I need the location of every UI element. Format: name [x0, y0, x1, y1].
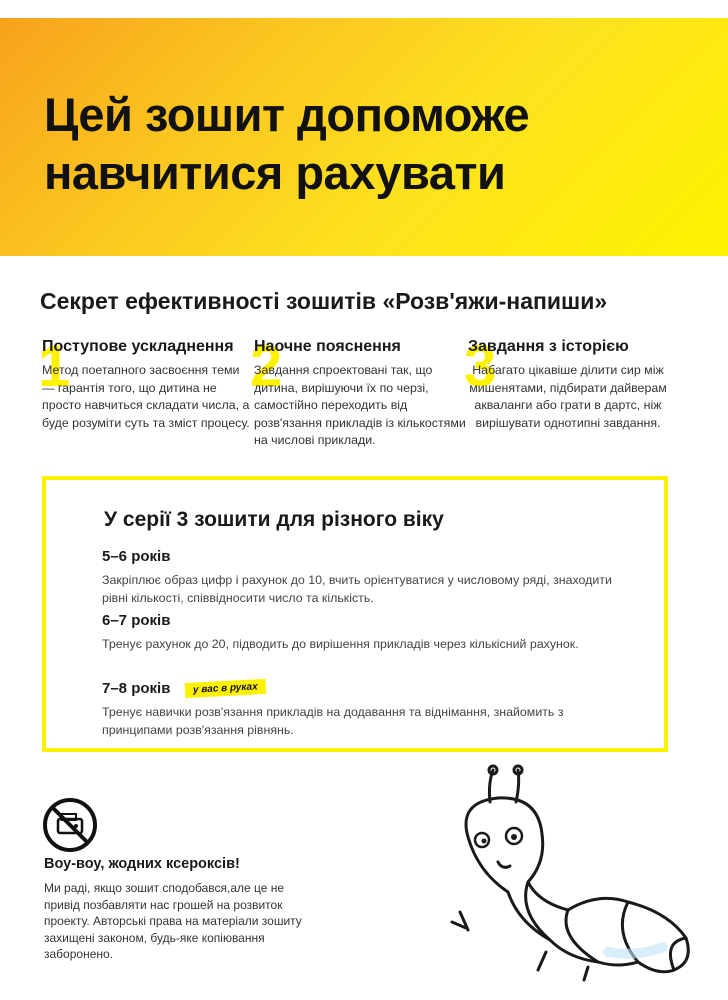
feature-text: Завдання спроектовані так, що дитина, вирішуючи їх по черзі, самостійно переходить від розв'язання прикладів із кількостями на числові приклади. — [254, 363, 466, 447]
feature-title: Наочне пояснення — [254, 338, 401, 355]
feature-title: Завдання з історією — [468, 338, 629, 355]
secret-heading: Секрет ефективності зошитів «Розв'яжи-напиши» — [40, 288, 608, 314]
age-label: 5–6 років — [102, 548, 171, 565]
feature-gradual — [38, 334, 250, 432]
feature-text: Метод поетапного засвоєння теми — гарантія того, що дитина не просто навчиться складати числа, а буде розуміти суть та зміст процесу. — [42, 363, 250, 430]
feature-story — [464, 334, 668, 432]
series-box — [42, 476, 668, 752]
caterpillar-icon — [438, 762, 708, 982]
feature-text: Набагато цікавіше ділити сир між мишенятами, підбирати дайверам акваланги або грати в дартс, ніж вирішувати однотипні завдання. — [469, 363, 667, 430]
age-label: 7–8 років — [102, 680, 171, 697]
current-book-badge: у вас в руках — [185, 679, 266, 698]
feature-visual — [250, 334, 466, 450]
age-label: 6–7 років — [102, 612, 171, 629]
age-text: Закріплює образ цифр і рахунок до 10, вчить орієнтуватися у числовому ряді, знаходити рівні кількості, співвідносити число та кількість. — [102, 573, 612, 605]
notice-heading: Воу-воу, жодних ксероксів! — [44, 856, 240, 872]
feature-number: 1 — [38, 334, 71, 399]
age-group — [102, 548, 632, 607]
notice-text: Ми раді, якщо зошит сподобався,але це не привід позбавляти нас грошей на розвиток проекту. Авторські права на матеріали зошиту захищені законом, будь-яке копіювання заборонено. — [44, 881, 302, 961]
no-xerox-icon — [42, 797, 98, 853]
age-group — [102, 612, 632, 654]
age-text: Тренує навички розв'язання прикладів на додавання та віднімання, знайомить з принципами розв'язання рівнянь. — [102, 705, 564, 737]
page-title: Цей зошит допоможе навчитися рахувати — [44, 88, 530, 199]
feature-number: 2 — [250, 334, 283, 399]
feature-title: Поступове ускладнення — [42, 338, 234, 355]
age-text: Тренує рахунок до 20, підводить до вирішення прикладів через кількісний рахунок. — [102, 637, 579, 651]
feature-number: 3 — [464, 334, 497, 399]
age-group — [102, 680, 632, 739]
series-title: У серії 3 зошити для різного віку — [104, 508, 444, 531]
